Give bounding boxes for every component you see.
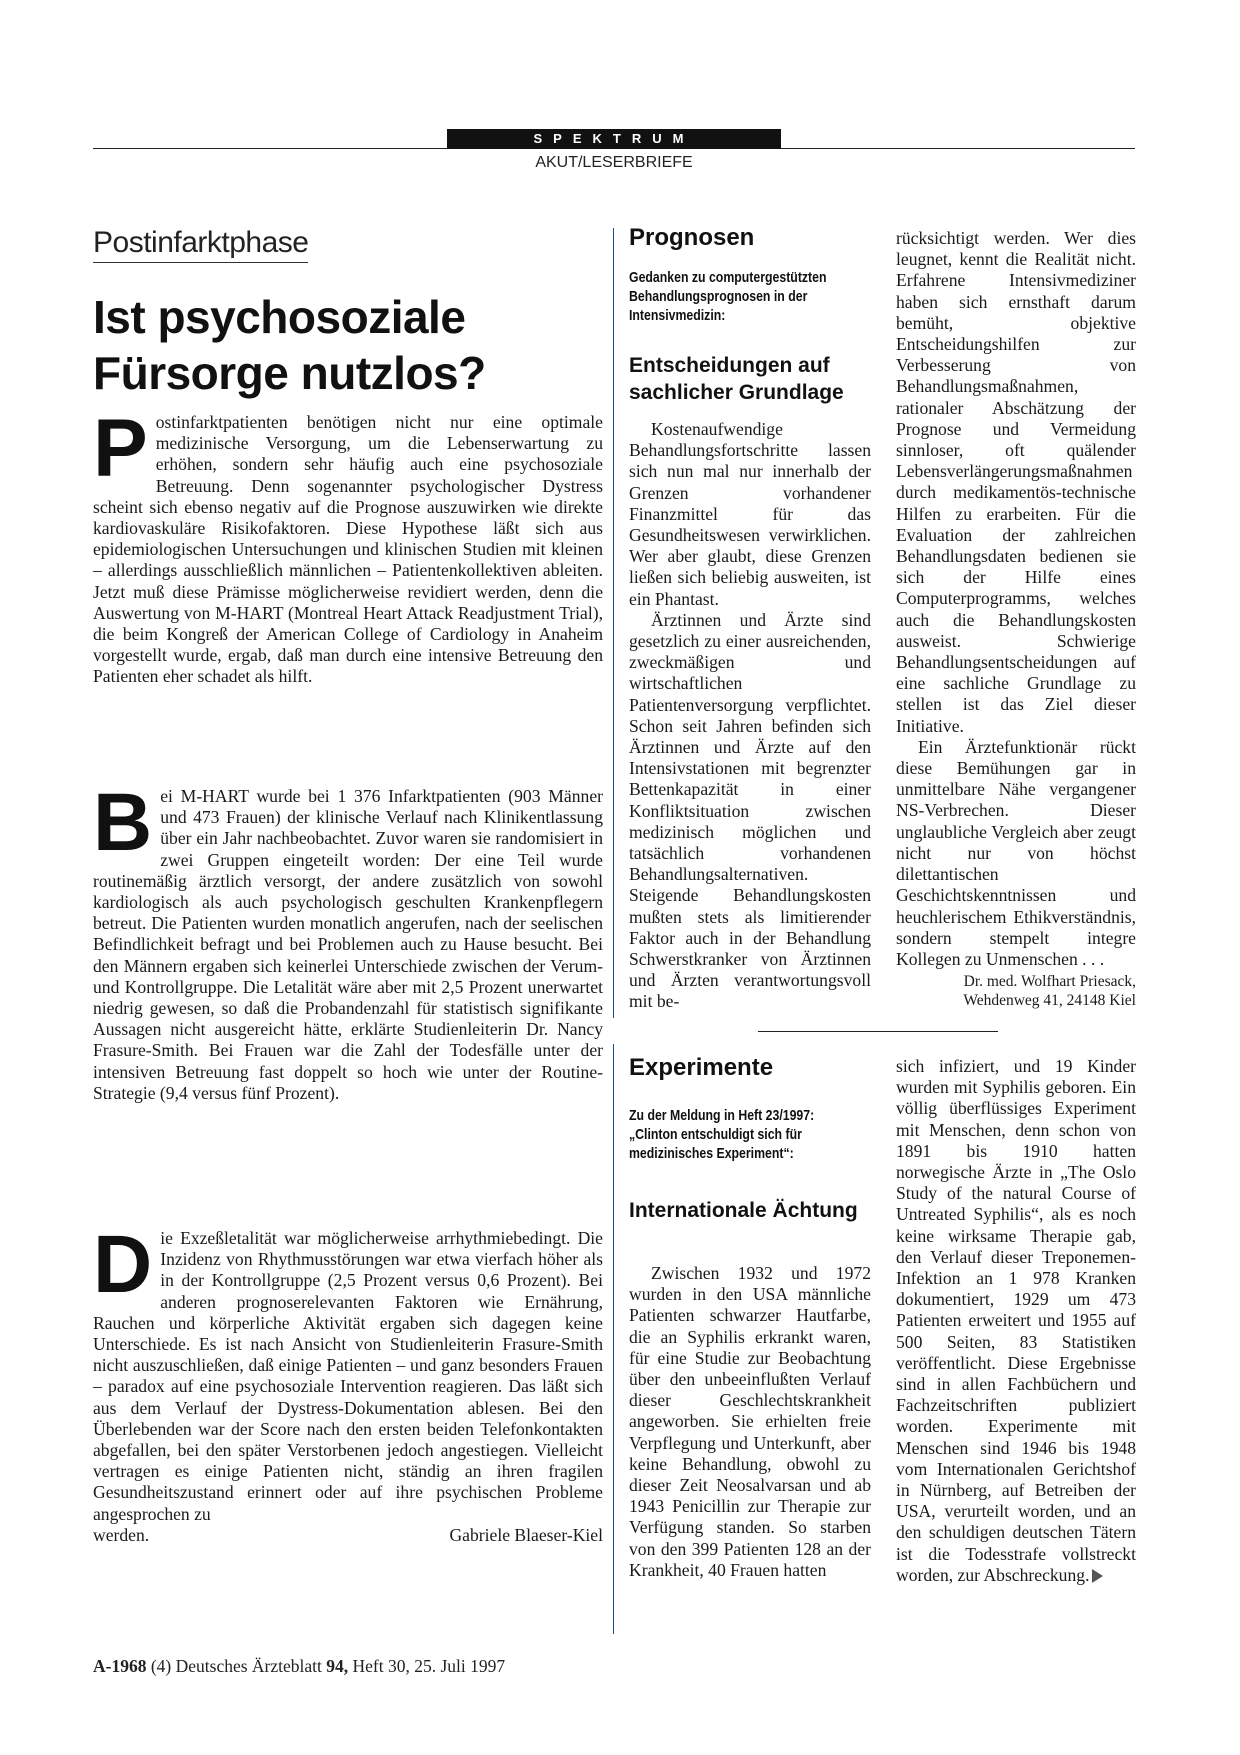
drop-cap: D — [93, 1219, 153, 1310]
drop-cap: B — [93, 777, 153, 868]
letter-column-2 — [896, 1056, 1136, 1586]
letter-paragraph: Ärztinnen und Ärzte sind gesetzlich zu einer ausreichenden, zweckmäßigen und wirtschaftlichen Patientenversorgung verpflichtet. Schon seit Jahren befinden sich Ärztinnen und Ärzte auf den Intensivstationen mit begrenzter Bettenkapazität in einer Konfliktsituation zwischen medizinisch möglichen und tatsächlich vorhandenen Behandlungsalternativen. — [629, 609, 871, 885]
letter-separator — [758, 1031, 998, 1032]
letter-text: sich infiziert, und 19 Kinder wurden mit Syphilis geboren. Ein völlig überflüssiges Experiment mit Menschen, denn schon von 1891 bis 1910 hatten norwegische Ärzte in „The Oslo Study of the natural Course of Untreated Syphilis“, als es noch keine wirksame Therapie gab, den Verlauf dieser Treponemen-Infektion an 1 978 Kranken dokumentiert, 1929 um 473 Patienten erweitert und 1955 auf 500 Seiten, 83 Statistiken veröffentlicht. Diese Ergebnisse sind in allen Fachbüchern und Fachzeitschriften publiziert worden. Experimente mit Menschen sind 1946 bis 1948 vom Internationalen Gerichtshof in Nürnberg, auf Betreiben der USA, verurteilt worden, und an den schuldigen deutschen Tätern ist die Todesstrafe vollstreckt worden, zur Abschreckung. — [896, 1056, 1136, 1585]
article-paragraph-2 — [93, 777, 603, 1104]
letter-column-1 — [629, 419, 871, 1013]
letter-title: Experimente — [629, 1054, 774, 1081]
section-banner: SPEKTRUM — [447, 129, 781, 149]
article-headline: Ist psychosoziale Fürsorge nutzlos? — [93, 291, 486, 399]
letter-deck: Zu der Meldung in Heft 23/1997: „Clinton entschuldigt sich für medizinisches Experiment“: — [629, 1107, 815, 1162]
issue-name: (4) Deutsches Ärzteblatt — [150, 1656, 322, 1676]
article-paragraph-1 — [93, 403, 603, 688]
letter-subhead: Internationale Ächtung — [629, 1199, 858, 1222]
article-text: ostinfarktpatienten benötigen nicht nur eine optimale medizinische Versorgung, um die Lebenserwartung zu erhöhen, sondern sehr häufig auch eine psychosoziale Betreuung. Denn sogenannter psychologischer Dystress scheint sich ebenso negativ auf die Prognose auszuwirken wie direkte kardiovaskuläre Risikofaktoren. Diese Hypothese läßt sich aus epidemiologischen Untersuchungen und klinischen Studien mit kleinen – allerdings ausschließlich männlichen – Patientenkollektiven ableiten. Jetzt muß diese Prämisse möglicherweise revidiert werden, denn die Auswertung von M-HART (Montreal Heart Attack Readjustment Trial), die beim Kongreß der American College of Cardiology in Anaheim vorgestellt wurde, ergab, daß man durch eine intensive Betreuung den Patienten eher schadet als hilft. — [93, 412, 603, 687]
article-text: ie Exzeßletalität war möglicherweise arrhythmiebedingt. Die Inzidenz von Rhythmusstörungen war etwa vierfach höher als in der Kontrollgruppe (2,5 Prozent versus 0,6 Prozent). Bei anderen prognoserelevanten Faktoren wie Ernährung, Rauchen und körperliche Aktivität ergaben sich dagegen keine Unterschiede. Es ist nach Ansicht von Studienleiterin Frasure-Smith nicht auszuschließen, daß einige Patienten – und ganz besonders Frauen – paradox auf eine psychosoziale Intervention reagieren. Das läßt sich aus dem Verlauf der Dystress-Dokumentation ablesen. Bei den Überlebenden war der Score nach den ersten beiden Telefonkontakten abgefallen, bei den später Verstorbenen jedoch angestiegen. Vielleicht vertragen es einige Patienten nicht, ständig an ihren fragilen Gesundheitszustand erinnert oder auf ihre psychischen Probleme angesprochen zu — [93, 1228, 603, 1524]
letter-paragraph: Kostenaufwendige Behandlungsfortschritte lassen sich nun mal nur innerhalb der Grenzen vorhandener Finanzmittel für das Gesundheitswesen verwirklichen. Wer aber glaubt, diese Grenzen ließen sich beliebig ausweiten, ist ein Phantast. — [629, 419, 871, 609]
issue-date: Heft 30, 25. Juli 1997 — [352, 1656, 506, 1676]
letter-paragraph: Steigende Behandlungskosten mußten stets als limitierender Faktor auch in der Behandlung Schwerstkranker von Ärztinnen und Ärzten verantwortungsvoll mit be- — [629, 885, 871, 1012]
letter-deck: Gedanken zu computergestützten Behandlungsprognosen in der Intensivmedizin: — [629, 269, 827, 324]
letter-author-name: Dr. med. Wolfhart Priesack, — [963, 973, 1136, 991]
letter-paragraph: rücksichtigt werden. Wer dies leugnet, kennt die Realität nicht. Erfahrene Intensivmediziner haben sich ernsthaft darum bemüht, objektive Entscheidungshilfen zur Verbesserung von Behandlungsmaßnahmen, rationaler Abschätzung der Prognose und Vermeidung sinnloser, oft quälender Lebensverlängerungsmaßnahmen durch medikamentös-technische Hilfen zu erarbeiten. Für die Evaluation der zahlreichen Behandlungsdaten bedienen sie sich der Hilfe eines Computerprogramms, welches auch die Behandlungskosten ausweist. Schwierige Behandlungsentscheidungen auf eine sachliche Grundlage zu stellen ist das Ziel dieser Initiative. — [896, 228, 1136, 736]
letter-author-address: Wehdenweg 41, 24148 Kiel — [963, 992, 1136, 1010]
article-kicker: Postinfarktphase — [93, 226, 308, 263]
letter-title: Prognosen — [629, 224, 755, 251]
letter-paragraph: Zwischen 1932 und 1972 wurden in den USA männliche Patienten schwarzer Hautfarbe, die an Syphilis erkrankt waren, für eine Studie zur Beobachtung über den unbeeinflußten Verlauf dieser Geschlechtskrankheit angeworben. Sie erhielten freie Verpflegung und Unterkunft, aber keine Behandlung, obwohl zu dieser Zeit Neosalvarsan und ab 1943 Penicillin zur Therapie zur Verfügung standen. So starben von den 399 Patienten 128 an der Krankheit, 40 Frauen hatten — [629, 1263, 871, 1580]
letter-paragraph — [896, 1056, 1136, 1586]
subsection-label: AKUT/LESERBRIEFE — [535, 154, 693, 171]
letter-column-2 — [896, 228, 1136, 1010]
letter-subhead: Entscheidungen auf sachlicher Grundlage — [629, 354, 844, 404]
article-text: ei M-HART wurde bei 1 376 Infarktpatienten (903 Männer und 473 Frauen) der klinische Verlauf nach Klinikentlassung über ein Jahr nachbeobachtet. Zuvor waren sie randomisiert in zwei Gruppen eingeteilt worden: Der eine Teil wurde routinemäßig ärztlich versorgt, der andere zusätzlich von sowohl kardiologisch als auch psychologisch geschulten Krankenpflegern betreut. Die Patienten wurden monatlich angerufen, nach der seelischen Befindlichkeit befragt und bei Problemen auch zu Hause besucht. Bei den Männern ergaben sich keinerlei Unterschiede zwischen der Verum- und Kontrollgruppe. Die Letalität wäre aber mit 2,5 Prozent unerwartet niedrig gewesen, so daß die Probandenzahl für statistisch signifikante Aussagen nicht ausgereicht hätte, erklärte Studienleiterin Dr. Nancy Frasure-Smith. Bei Frauen war die Zahl der Todesfälle unter der intensiven Betreuung fast doppelt so hoch wie unter der Routine-Strategie (9,4 versus fünf Prozent). — [93, 786, 603, 1103]
article-author: Gabriele Blaeser-Kiel — [449, 1524, 603, 1545]
column-divider-top — [613, 228, 614, 1018]
page-footer — [93, 1656, 505, 1677]
column-divider-bottom — [613, 1044, 614, 1634]
article-signature-line — [93, 1525, 603, 1546]
letter-column-1 — [629, 1263, 871, 1581]
letter-author — [896, 972, 1136, 1010]
continue-arrow-icon — [1092, 1569, 1103, 1583]
issue-volume: 94, — [326, 1656, 349, 1676]
drop-cap: P — [93, 403, 148, 494]
article-paragraph-3 — [93, 1219, 603, 1546]
page-number: A-1968 — [93, 1656, 147, 1676]
letter-paragraph: Ein Ärztefunktionär rückt diese Bemühungen gar in unmittelbare Nähe vergangener NS-Verbrechen. Dieser unglaubliche Vergleich aber zeugt nicht nur von höchst dilettantischen Geschichtskenntnissen und heuchlerischem Ethikverständnis, sondern stempelt integre Kollegen zu Unmenschen . . . — [896, 736, 1136, 969]
article-last-word: werden. — [93, 1524, 150, 1545]
